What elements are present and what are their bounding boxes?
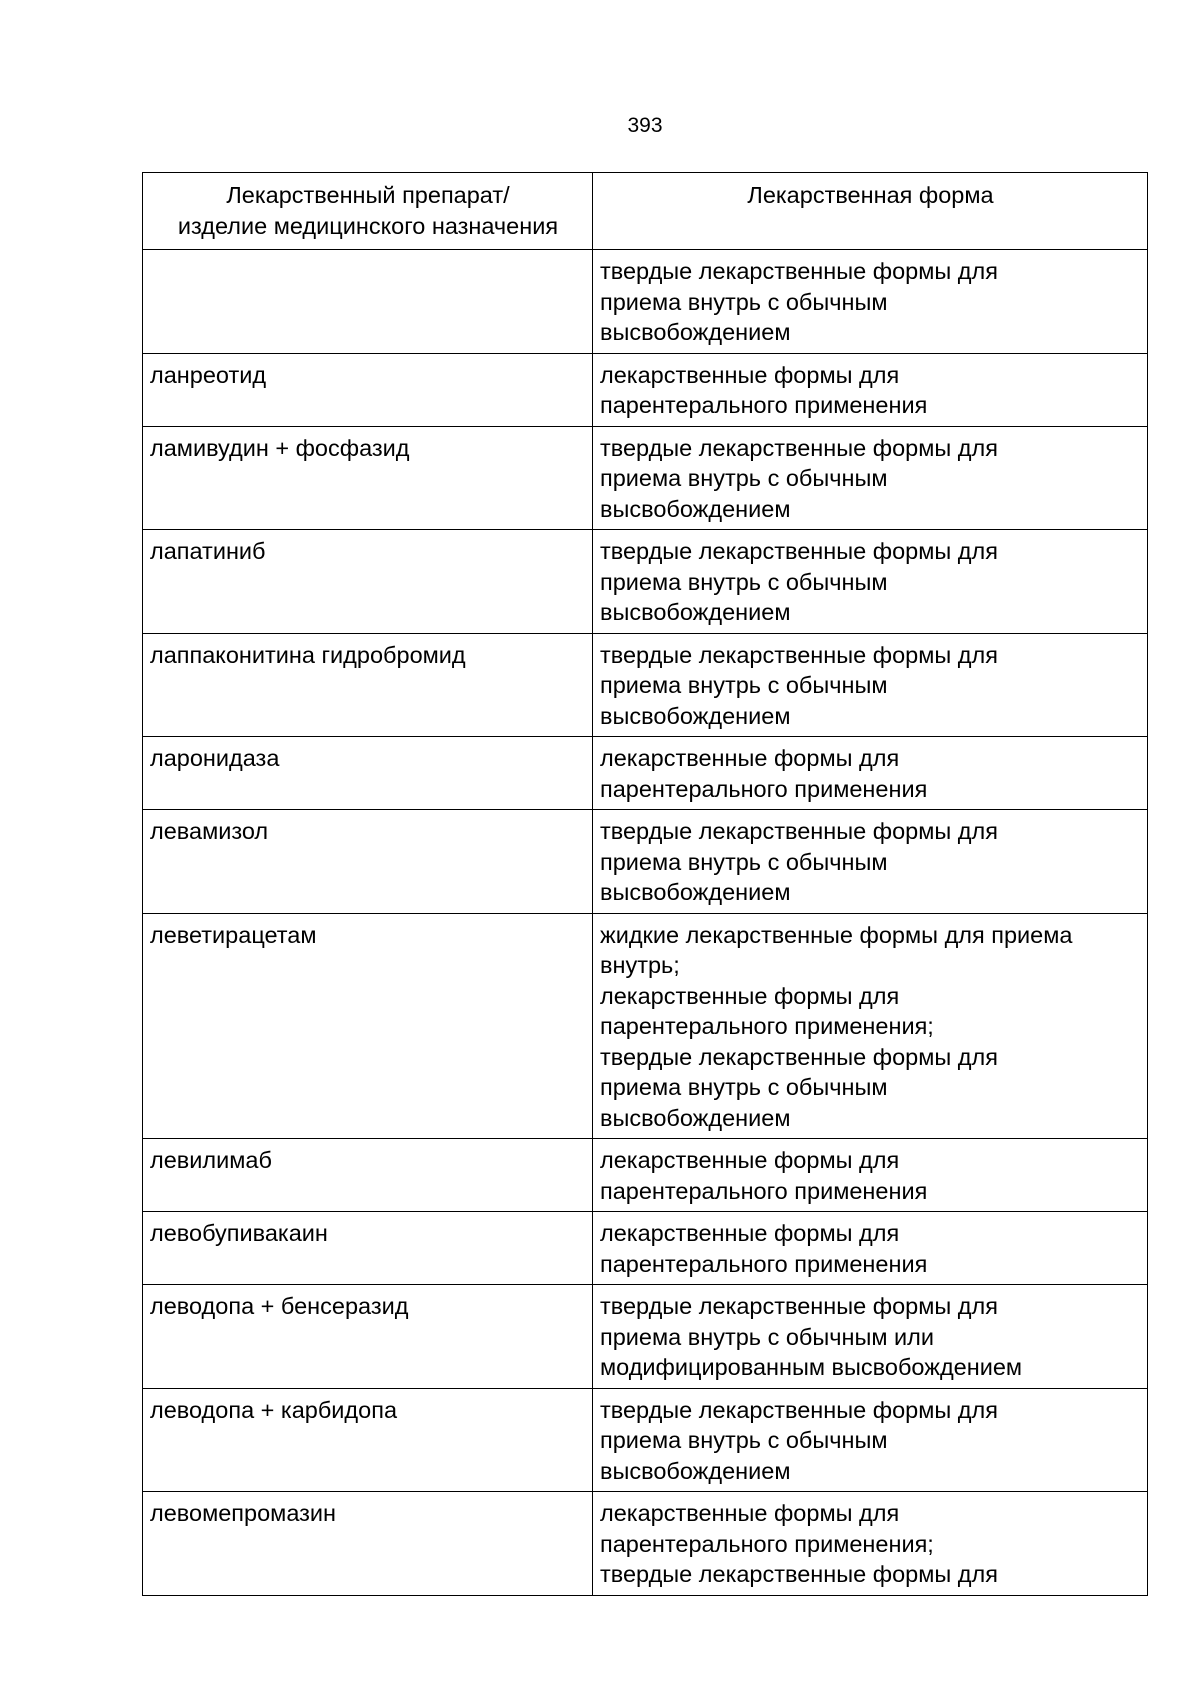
column-header-form: Лекарственная форма <box>593 173 1148 250</box>
column-header-drug: Лекарственный препарат/ изделие медицинского назначения <box>143 173 593 250</box>
drug-name-cell: левамизол <box>143 810 593 914</box>
drug-table <box>142 172 1148 1596</box>
drug-name-cell: леветирацетам <box>143 913 593 1139</box>
dosage-form-cell: лекарственные формы для парентерального применения <box>593 353 1148 426</box>
dosage-form-cell: твердые лекарственные формы для приема внутрь с обычным высвобождением <box>593 810 1148 914</box>
table-row <box>143 633 1148 737</box>
dosage-form-cell: твердые лекарственные формы для приема внутрь с обычным высвобождением <box>593 1388 1148 1492</box>
table-row <box>143 530 1148 634</box>
table-row <box>143 1139 1148 1212</box>
drug-name-cell: ламивудин + фосфазид <box>143 426 593 530</box>
drug-name-cell: левомепромазин <box>143 1492 593 1596</box>
table-header-row <box>143 173 1148 250</box>
drug-name-cell: левобупивакаин <box>143 1212 593 1285</box>
table-row <box>143 913 1148 1139</box>
drug-name-cell: ланреотид <box>143 353 593 426</box>
drug-name-cell: леводопа + карбидопа <box>143 1388 593 1492</box>
table-row <box>143 1388 1148 1492</box>
dosage-form-cell: твердые лекарственные формы для приема внутрь с обычным высвобождением <box>593 250 1148 354</box>
table-row <box>143 737 1148 810</box>
dosage-form-cell: лекарственные формы для парентерального применения <box>593 1139 1148 1212</box>
drug-name-cell: лапатиниб <box>143 530 593 634</box>
dosage-form-cell: жидкие лекарственные формы для приема внутрь; лекарственные формы для парентерального применения; твердые лекарственные формы для приема внутрь с обычным высвобождением <box>593 913 1148 1139</box>
drug-name-cell: леводопа + бенсеразид <box>143 1285 593 1389</box>
drug-name-cell: лаппаконитина гидробромид <box>143 633 593 737</box>
dosage-form-cell: лекарственные формы для парентерального применения <box>593 1212 1148 1285</box>
table-row <box>143 250 1148 354</box>
drug-name-cell: левилимаб <box>143 1139 593 1212</box>
dosage-form-cell: твердые лекарственные формы для приема внутрь с обычным высвобождением <box>593 426 1148 530</box>
dosage-form-cell: твердые лекарственные формы для приема внутрь с обычным высвобождением <box>593 530 1148 634</box>
dosage-form-cell: твердые лекарственные формы для приема внутрь с обычным высвобождением <box>593 633 1148 737</box>
dosage-form-cell: твердые лекарственные формы для приема внутрь с обычным или модифицированным высвобождением <box>593 1285 1148 1389</box>
table-row <box>143 353 1148 426</box>
page-number: 393 <box>627 114 663 137</box>
dosage-form-cell: лекарственные формы для парентерального применения; твердые лекарственные формы для <box>593 1492 1148 1596</box>
drug-name-cell: ларонидаза <box>143 737 593 810</box>
drug-name-cell <box>143 250 593 354</box>
table-row <box>143 1212 1148 1285</box>
table-row <box>143 810 1148 914</box>
dosage-form-cell: лекарственные формы для парентерального применения <box>593 737 1148 810</box>
table-row <box>143 1285 1148 1389</box>
table-row <box>143 426 1148 530</box>
table-row <box>143 1492 1148 1596</box>
